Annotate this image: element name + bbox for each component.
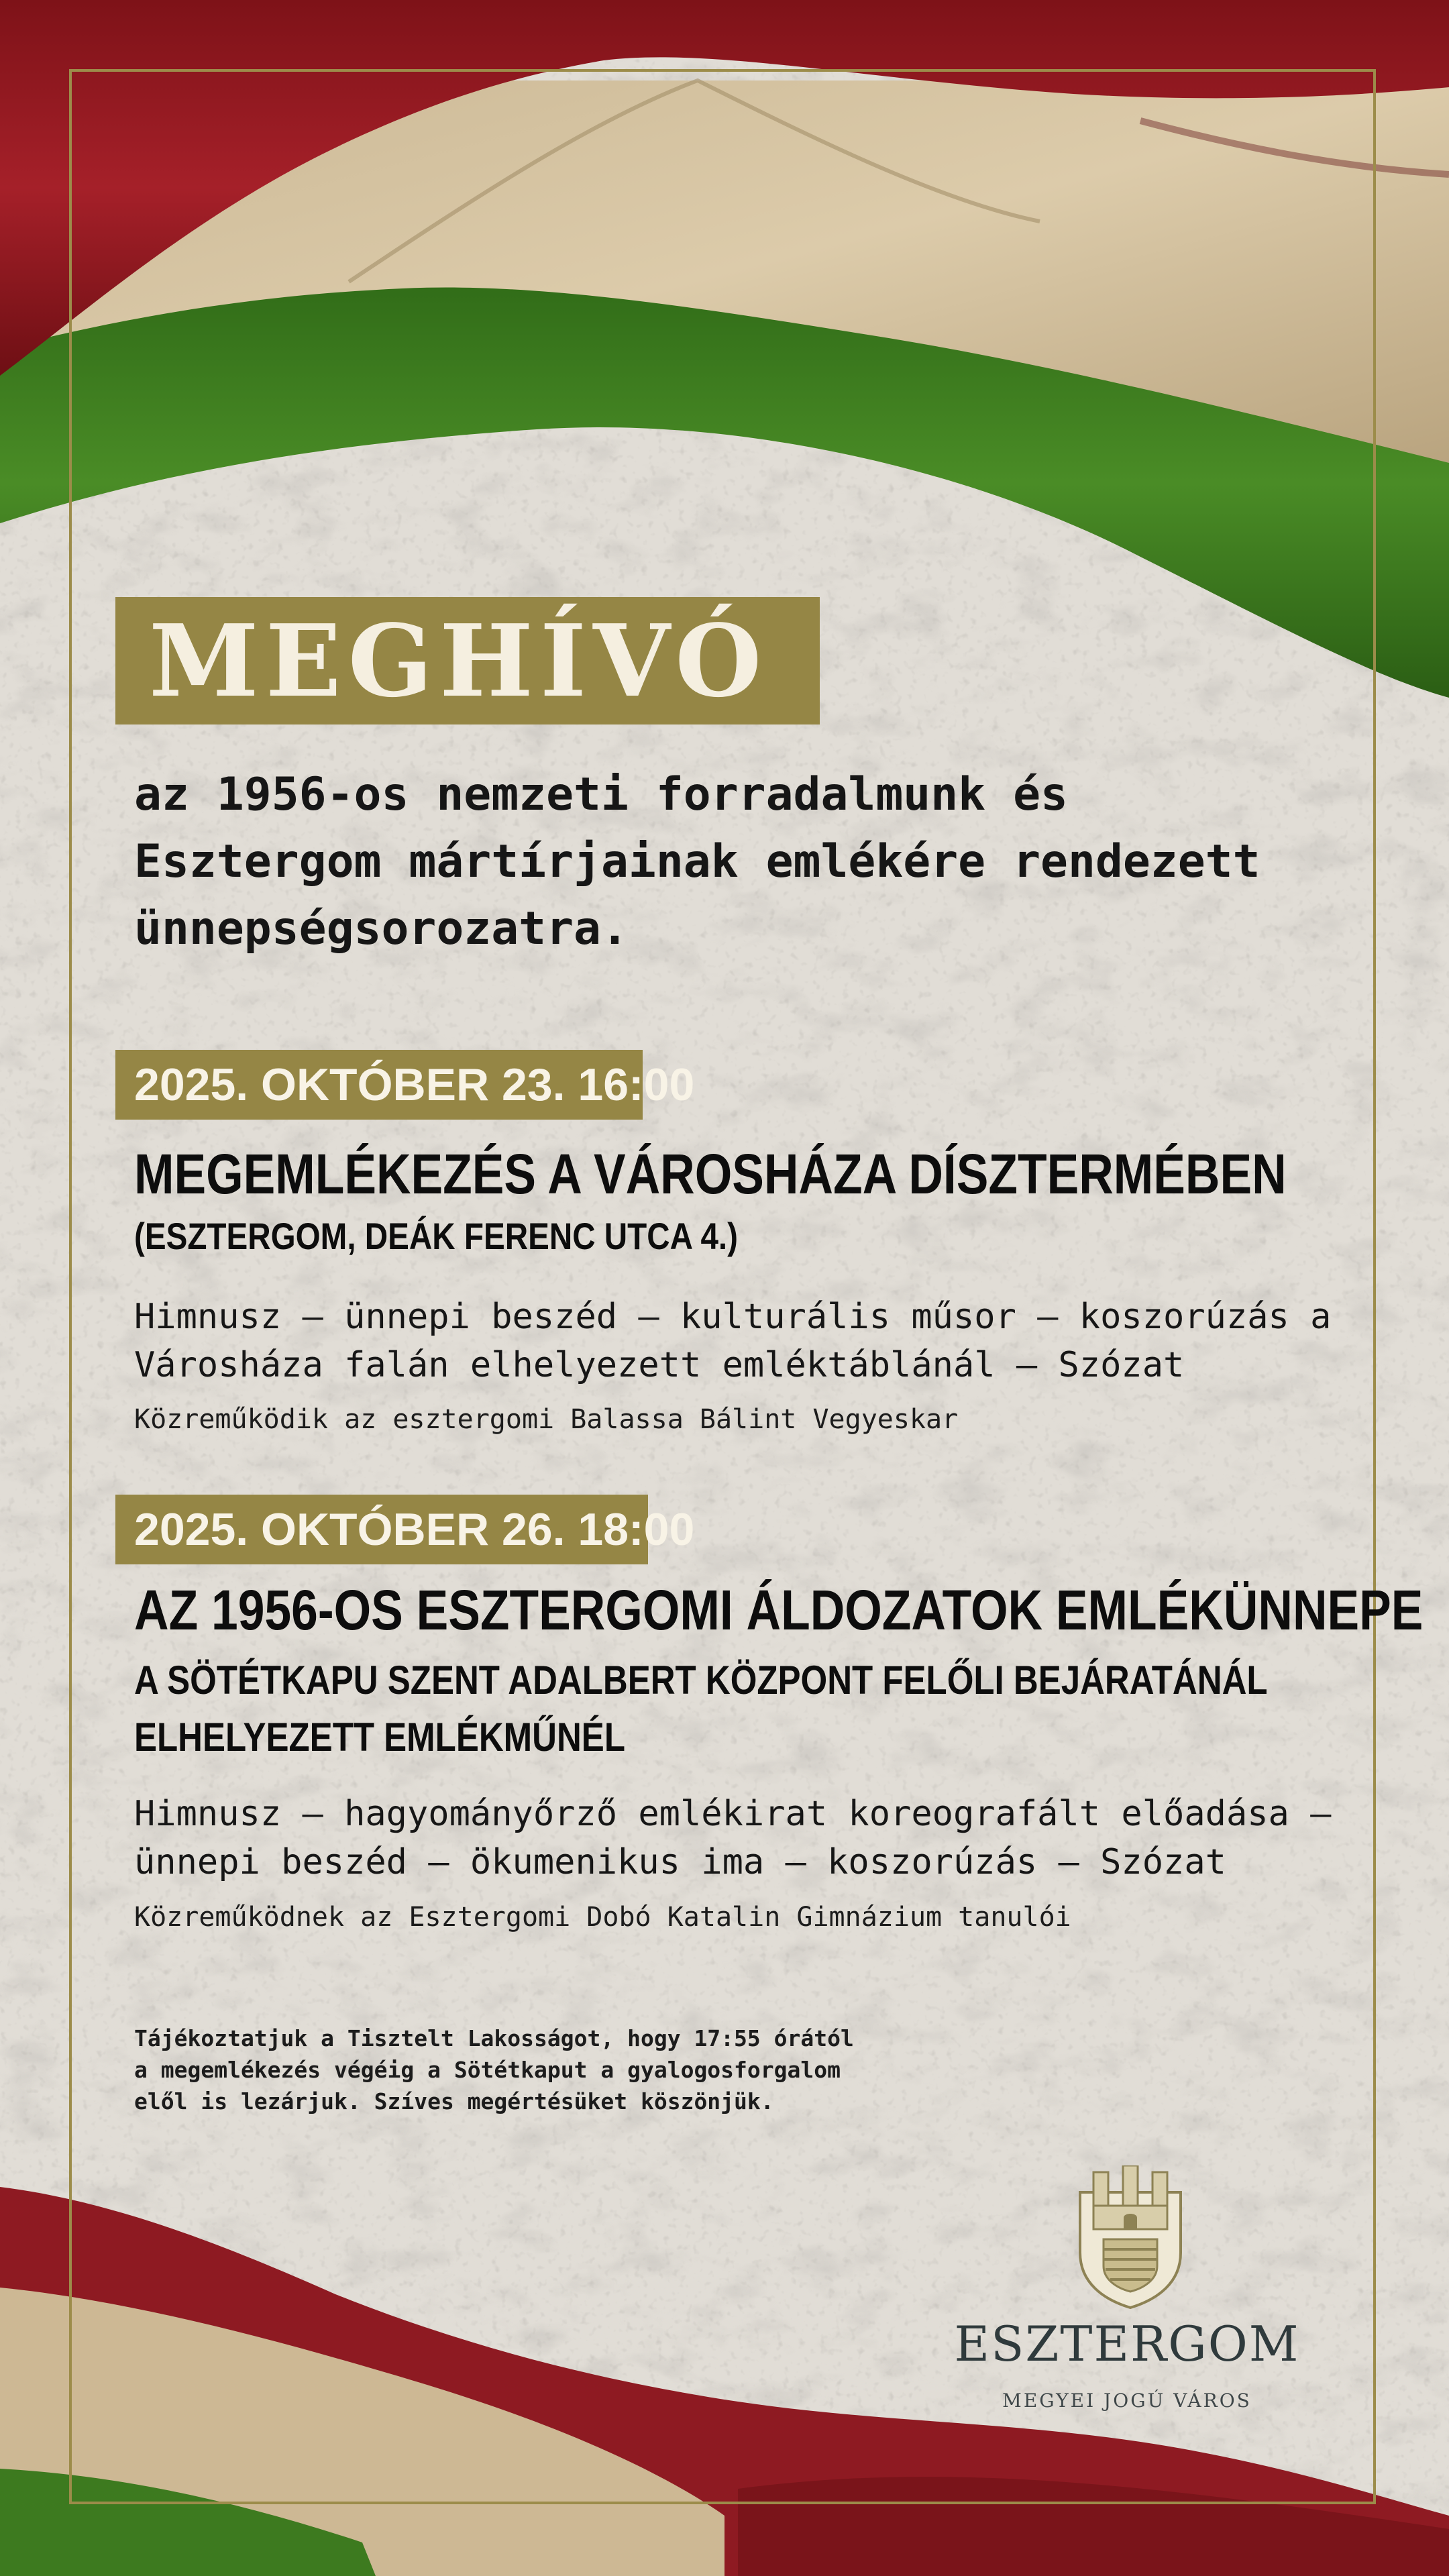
gold-frame — [69, 69, 1376, 2504]
event1-title: MEGEMLÉKEZÉS A VÁROSHÁZA DÍSZTERMÉBEN — [134, 1142, 1287, 1205]
event1-program — [134, 1293, 1331, 1389]
event1-program-line: Városháza falán elhelyezett emléktáblánál – Szózat — [134, 1345, 1185, 1385]
event1-date: 2025. OKTÓBER 23. 16:00 — [134, 1059, 695, 1110]
event2-program — [134, 1790, 1331, 1886]
event2-title: AZ 1956-OS ESZTERGOMI ÁLDOZATOK EMLÉKÜNNEPE — [134, 1578, 1424, 1642]
event1-program-line: Himnusz – ünnepi beszéd – kulturális műsor – koszorúzás a — [134, 1297, 1332, 1337]
event2-date: 2025. OKTÓBER 26. 18:00 — [134, 1504, 695, 1555]
city-logo-subtitle: MEGYEI JOGÚ VÁROS — [1002, 2390, 1252, 2412]
event2-credit: Közreműködnek az Esztergomi Dobó Katalin Gimnázium tanulói — [134, 1902, 1071, 1933]
event1-credit: Közreműködik az esztergomi Balassa Bálint Vegyeskar — [134, 1404, 959, 1435]
intro-line: az 1956-os nemzeti forradalmunk és — [134, 768, 1068, 821]
notice-line: elől is lezárjuk. Szíves megértésüket köszönjük. — [134, 2088, 774, 2114]
event1-location: (ESZTERGOM, DEÁK FERENC UTCA 4.) — [134, 1215, 739, 1257]
event2-location-line: ELHELYEZETT EMLÉKMŰNÉL — [134, 1715, 625, 1760]
page-title: MEGHÍVÓ — [149, 602, 769, 719]
closure-notice — [134, 2023, 854, 2117]
notice-line: Tájékoztatjuk a Tisztelt Lakosságot, hogy 17:55 órától — [134, 2025, 854, 2051]
intro-line: Esztergom mártírjainak emlékére rendezett — [134, 835, 1260, 888]
intro-line: ünnepségsorozatra. — [134, 902, 629, 955]
event2-program-line: ünnepi beszéd – ökumenikus ima – koszorúzás – Szózat — [134, 1842, 1226, 1882]
event2-location-line: A SÖTÉTKAPU SZENT ADALBERT KÖZPONT FELŐLI BEJÁRATÁNÁL — [134, 1658, 1268, 1703]
event2-program-line: Himnusz – hagyományőrző emlékirat koreografált előadása – — [134, 1794, 1332, 1834]
city-logo-name: ESZTERGOM — [954, 2316, 1300, 2372]
intro-text — [134, 761, 1342, 963]
esztergom-coat-of-arms-icon — [1073, 2165, 1187, 2310]
notice-line: a megemlékezés végéig a Sötétkaput a gyalogosforgalom — [134, 2057, 841, 2083]
